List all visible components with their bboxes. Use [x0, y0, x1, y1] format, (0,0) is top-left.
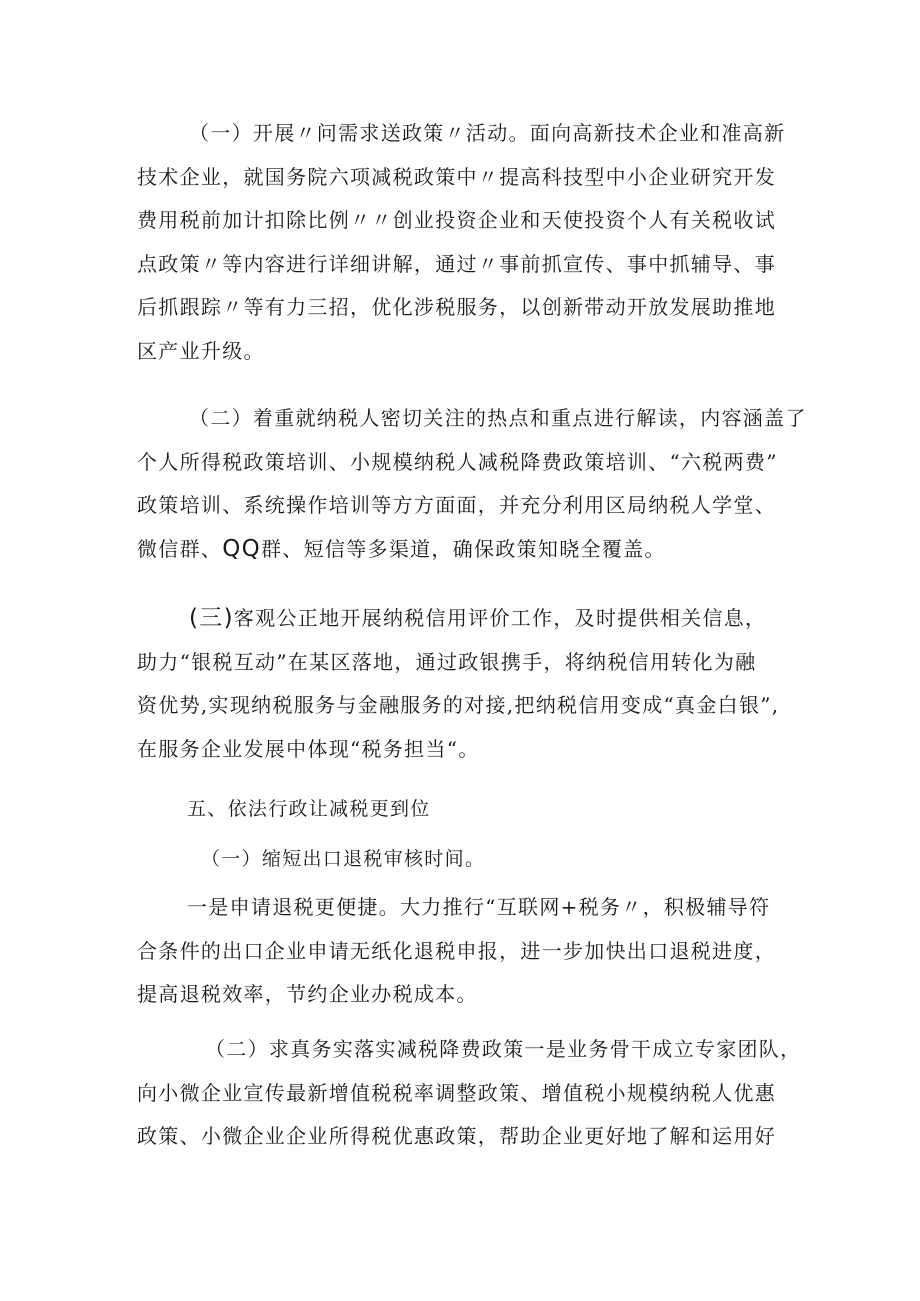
paragraph-line — [137, 597, 797, 641]
paragraph-line: 点政策〃等内容进行详细讲解，通过〃事前抓宣传、事中抓辅导、事 — [137, 251, 776, 276]
paragraph-line: 合条件的出口企业申请无纸化退税申报，进一步加快出口退税进度， — [137, 938, 776, 963]
paragraph-line: 费用税前加计扣除比例〃〃创业投资企业和天使投资个人有关税收试 — [137, 208, 776, 232]
paragraph-text: 微信群、 — [137, 536, 223, 561]
paragraph-line: 政策培训、系统操作培训等方方面面，并充分利用区局纳税人学堂、 — [137, 493, 776, 517]
paragraph-line: 向小微企业宣传最新增值税税率调整政策、增值税小规模纳税人优惠 — [137, 1080, 776, 1105]
paragraph-line — [137, 528, 797, 572]
paragraph-line: 在服务企业发展中体现“税务担当“。 — [137, 736, 480, 761]
section-heading-text: 五、依法行政让减税更到位 — [187, 798, 431, 820]
paragraph-line: 个人所得税政策培训、小规模纳税人减税降费政策培训、“六税两费” — [137, 449, 778, 474]
paragraph-text: (三) — [189, 605, 234, 631]
paragraph-text: QQ — [222, 535, 262, 562]
subsection-heading — [137, 838, 797, 882]
paragraph-line: 后抓跟踪〃等有力三招，优化涉税服务，以创新带动开放发展助推地 — [137, 295, 776, 319]
paragraph-4 — [137, 886, 797, 1017]
paragraph-5 — [137, 1028, 802, 1159]
paragraph-text: 群、短信等多渠道，确保政策知晓全覆盖。 — [261, 536, 666, 561]
paragraph-2 — [137, 397, 807, 571]
paragraph-1 — [137, 112, 797, 373]
paragraph-line: 区产业升级。 — [137, 338, 265, 363]
paragraph-line: 资优势,实现纳税服务与金融服务的对接,把纳税信用变成“真金白银”, — [137, 693, 780, 717]
paragraph-line: 一是申请退税更便捷。大力推行“互联网+税务〃，积极辅导符 — [187, 895, 771, 919]
paragraph-line: 助力“银税互动”在某区落地，通过政银携手，将纳税信用转化为融 — [137, 649, 757, 674]
paragraph-line: 技术企业，就国务院六项减税政策中〃提高科技型中小企业研究开发 — [137, 164, 776, 189]
paragraph-3 — [137, 597, 797, 771]
paragraph-line: （二）求真务实落实减税降费政策一是业务骨干成立专家团队， — [205, 1037, 802, 1061]
paragraph-line: （一）开展〃问需求送政策〃活动。面向高新技术企业和准高新 — [189, 121, 786, 145]
paragraph-line: （二）着重就纳税人密切关注的热点和重点进行解读，内容涵盖了 — [189, 406, 807, 430]
paragraph-line: 政策、小微企业企业所得税优惠政策，帮助企业更好地了解和运用好 — [137, 1124, 776, 1148]
paragraph-text: 客观公正地开展纳税信用评价工作，及时提供相关信息， — [233, 606, 767, 630]
subsection-heading-text: （一）缩短出口退税审核时间。 — [201, 848, 486, 870]
section-heading — [137, 788, 797, 832]
paragraph-line: 提高退税效率，节约企业办税成本。 — [137, 982, 478, 1006]
